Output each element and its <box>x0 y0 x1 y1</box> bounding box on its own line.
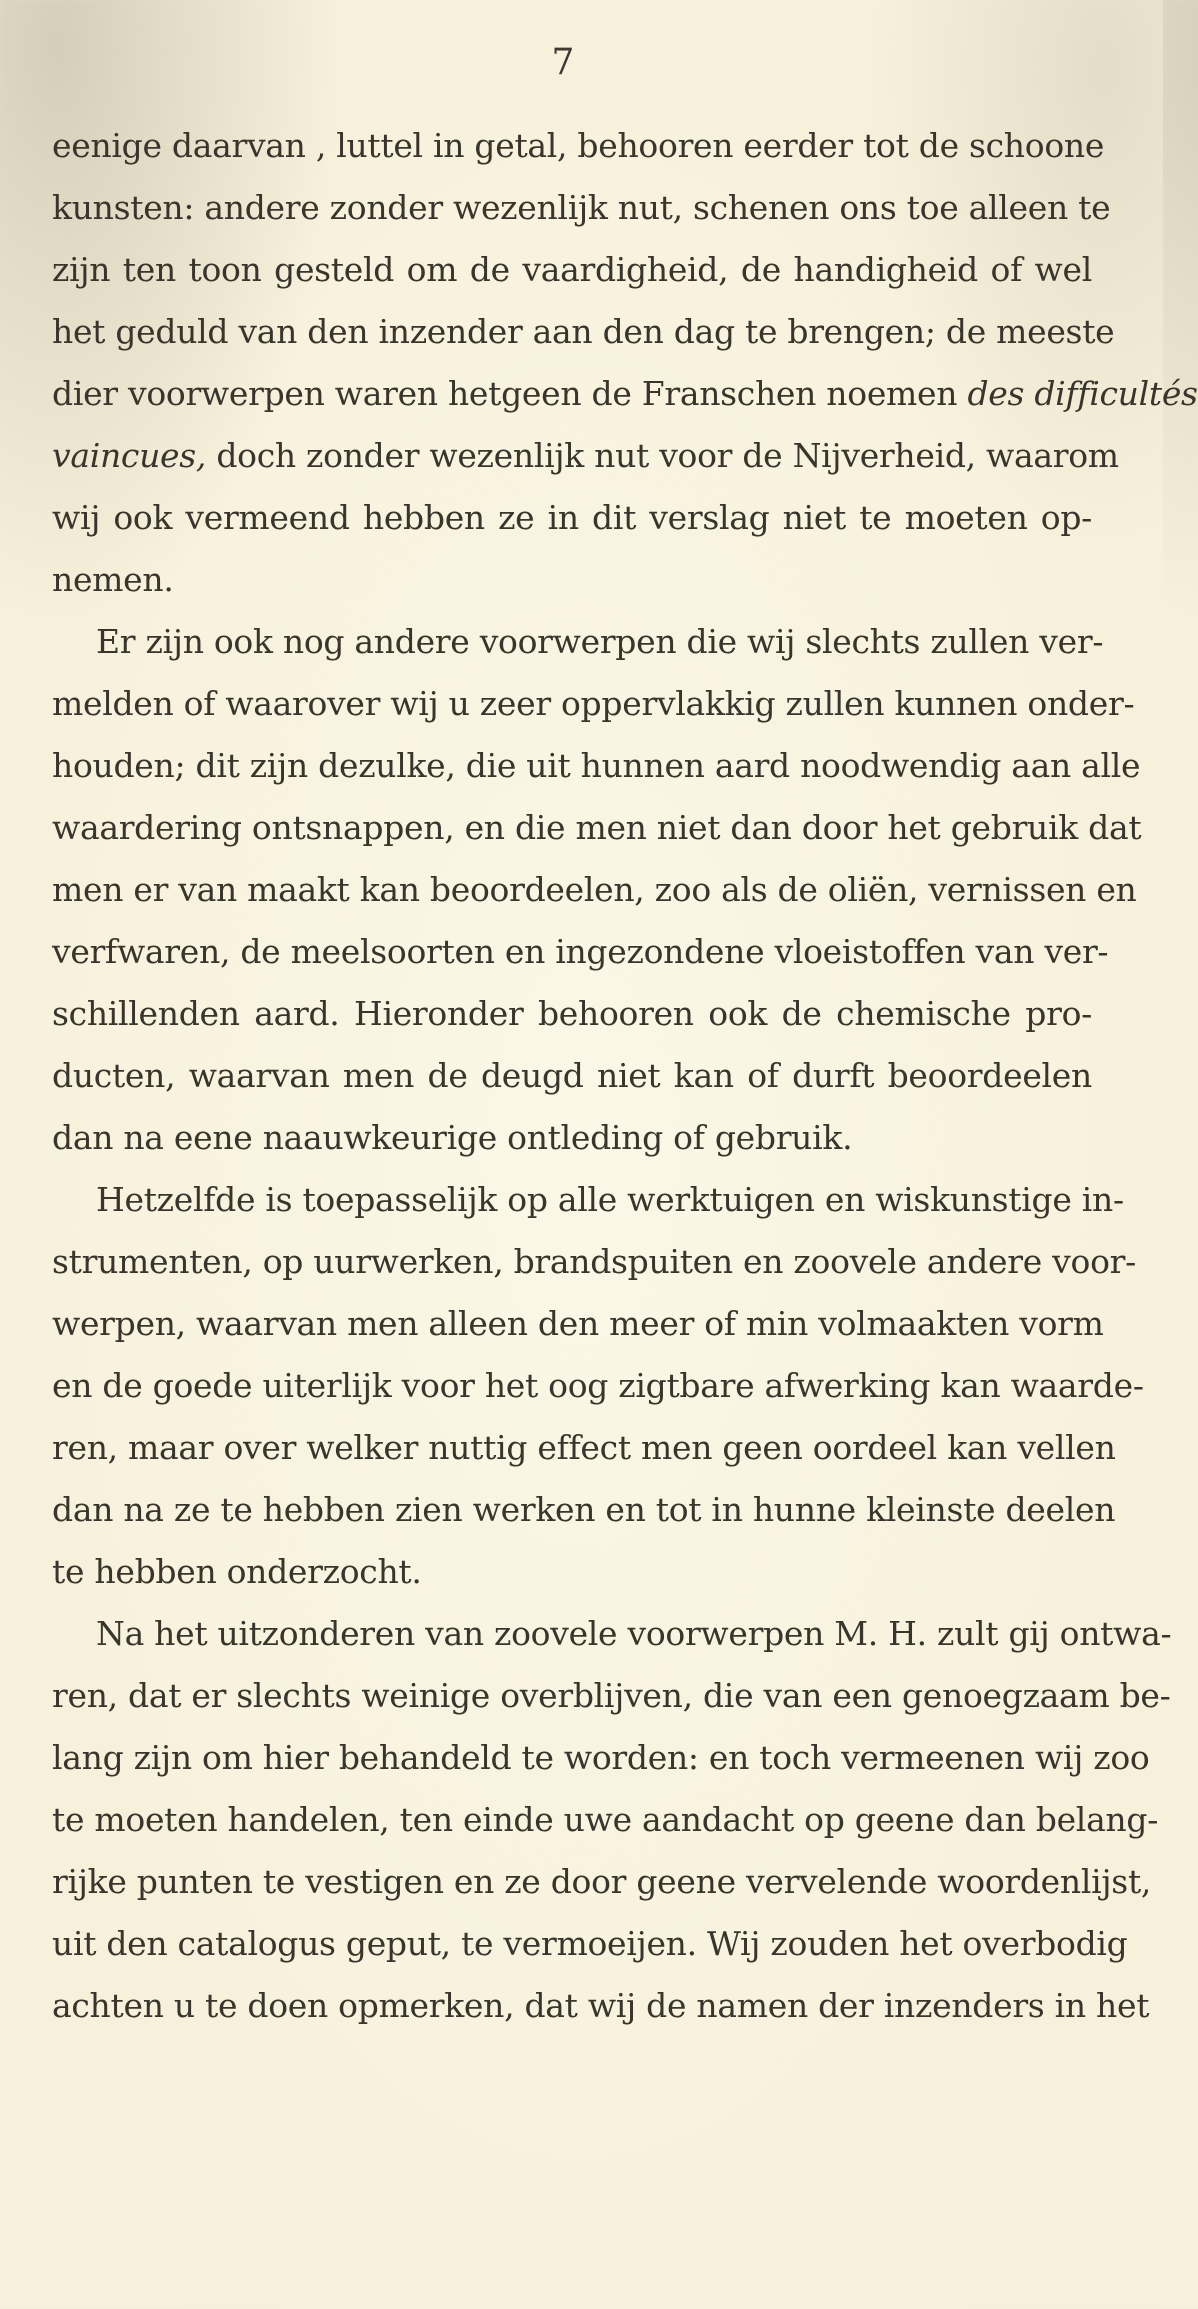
text-line: dier voorwerpen waren hetgeen de Franschen noemen des difficultés <box>52 374 1198 413</box>
text-line: dan na eene naauwkeurige ontleding of gebruik. <box>52 1118 853 1157</box>
text-line: melden of waarover wij u zeer oppervlakkig zullen kunnen onder- <box>52 684 1135 723</box>
text-line: en de goede uiterlijk voor het oog zigtbare afwerking kan waarde- <box>52 1366 1144 1405</box>
text-line: verfwaren, de meelsoorten en ingezondene vloeistoffen van ver- <box>52 932 1109 971</box>
text-line: te hebben onderzocht. <box>52 1552 422 1591</box>
text-line: eenige daarvan , luttel in getal, behooren eerder tot de schoone <box>52 126 1105 165</box>
text-line: waardering ontsnappen, en die men niet dan door het gebruik dat <box>52 808 1142 847</box>
text-line: Hetzelfde is toepasselijk op alle werktuigen en wiskunstige in- <box>96 1180 1124 1219</box>
text-line: strumenten, op uurwerken, brandspuiten en zoovele andere voor- <box>52 1242 1136 1281</box>
text-line: achten u te doen opmerken, dat wij de namen der inzenders in het <box>52 1986 1150 2025</box>
italic-phrase: vaincues, <box>52 436 207 475</box>
text-line: ren, maar over welker nuttig effect men geen oordeel kan vellen <box>52 1428 1116 1467</box>
text-line: dan na ze te hebben zien werken en tot in hunne kleinste deelen <box>52 1490 1116 1529</box>
text-line: nemen. <box>52 560 174 599</box>
text-line: ren, dat er slechts weinige overblijven, die van een genoegzaam be- <box>52 1676 1171 1715</box>
text-line: vaincues, doch zonder wezenlijk nut voor de Nijverheid, waarom <box>52 436 1119 475</box>
text-line: zijn ten toon gesteld om de vaardigheid, de handigheid of wel <box>52 250 1092 289</box>
text-line: schillenden aard. Hieronder behooren ook de chemische pro- <box>52 994 1092 1033</box>
text-line: kunsten: andere zonder wezenlijk nut, schenen ons toe alleen te <box>52 188 1111 227</box>
text-line: Er zijn ook nog andere voorwerpen die wij slechts zullen ver- <box>96 622 1104 661</box>
text-line: lang zijn om hier behandeld te worden: en toch vermeenen wij zoo <box>52 1738 1150 1777</box>
italic-phrase: des difficultés <box>967 374 1198 413</box>
text-line: wij ook vermeend hebben ze in dit verslag niet te moeten op- <box>52 498 1092 537</box>
text-line: het geduld van den inzender aan den dag te brengen; de meeste <box>52 312 1115 351</box>
text-line: men er van maakt kan beoordeelen, zoo als de oliën, vernissen en <box>52 870 1137 909</box>
text-line: houden; dit zijn dezulke, die uit hunnen aard noodwendig aan alle <box>52 746 1141 785</box>
text-line: uit den catalogus geput, te vermoeijen. Wij zouden het overbodig <box>52 1924 1128 1963</box>
text-line: werpen, waarvan men alleen den meer of min volmaakten vorm <box>52 1304 1104 1343</box>
text-line: rijke punten te vestigen en ze door geene vervelende woordenlijst, <box>52 1862 1152 1901</box>
text-line: Na het uitzonderen van zoovele voorwerpen M. H. zult gij ontwa- <box>96 1614 1172 1653</box>
page-number: 7 <box>551 42 575 83</box>
text-line: ducten, waarvan men de deugd niet kan of durft beoordeelen <box>52 1056 1092 1095</box>
text-line: te moeten handelen, ten einde uwe aandacht op geene dan belang- <box>52 1800 1159 1839</box>
